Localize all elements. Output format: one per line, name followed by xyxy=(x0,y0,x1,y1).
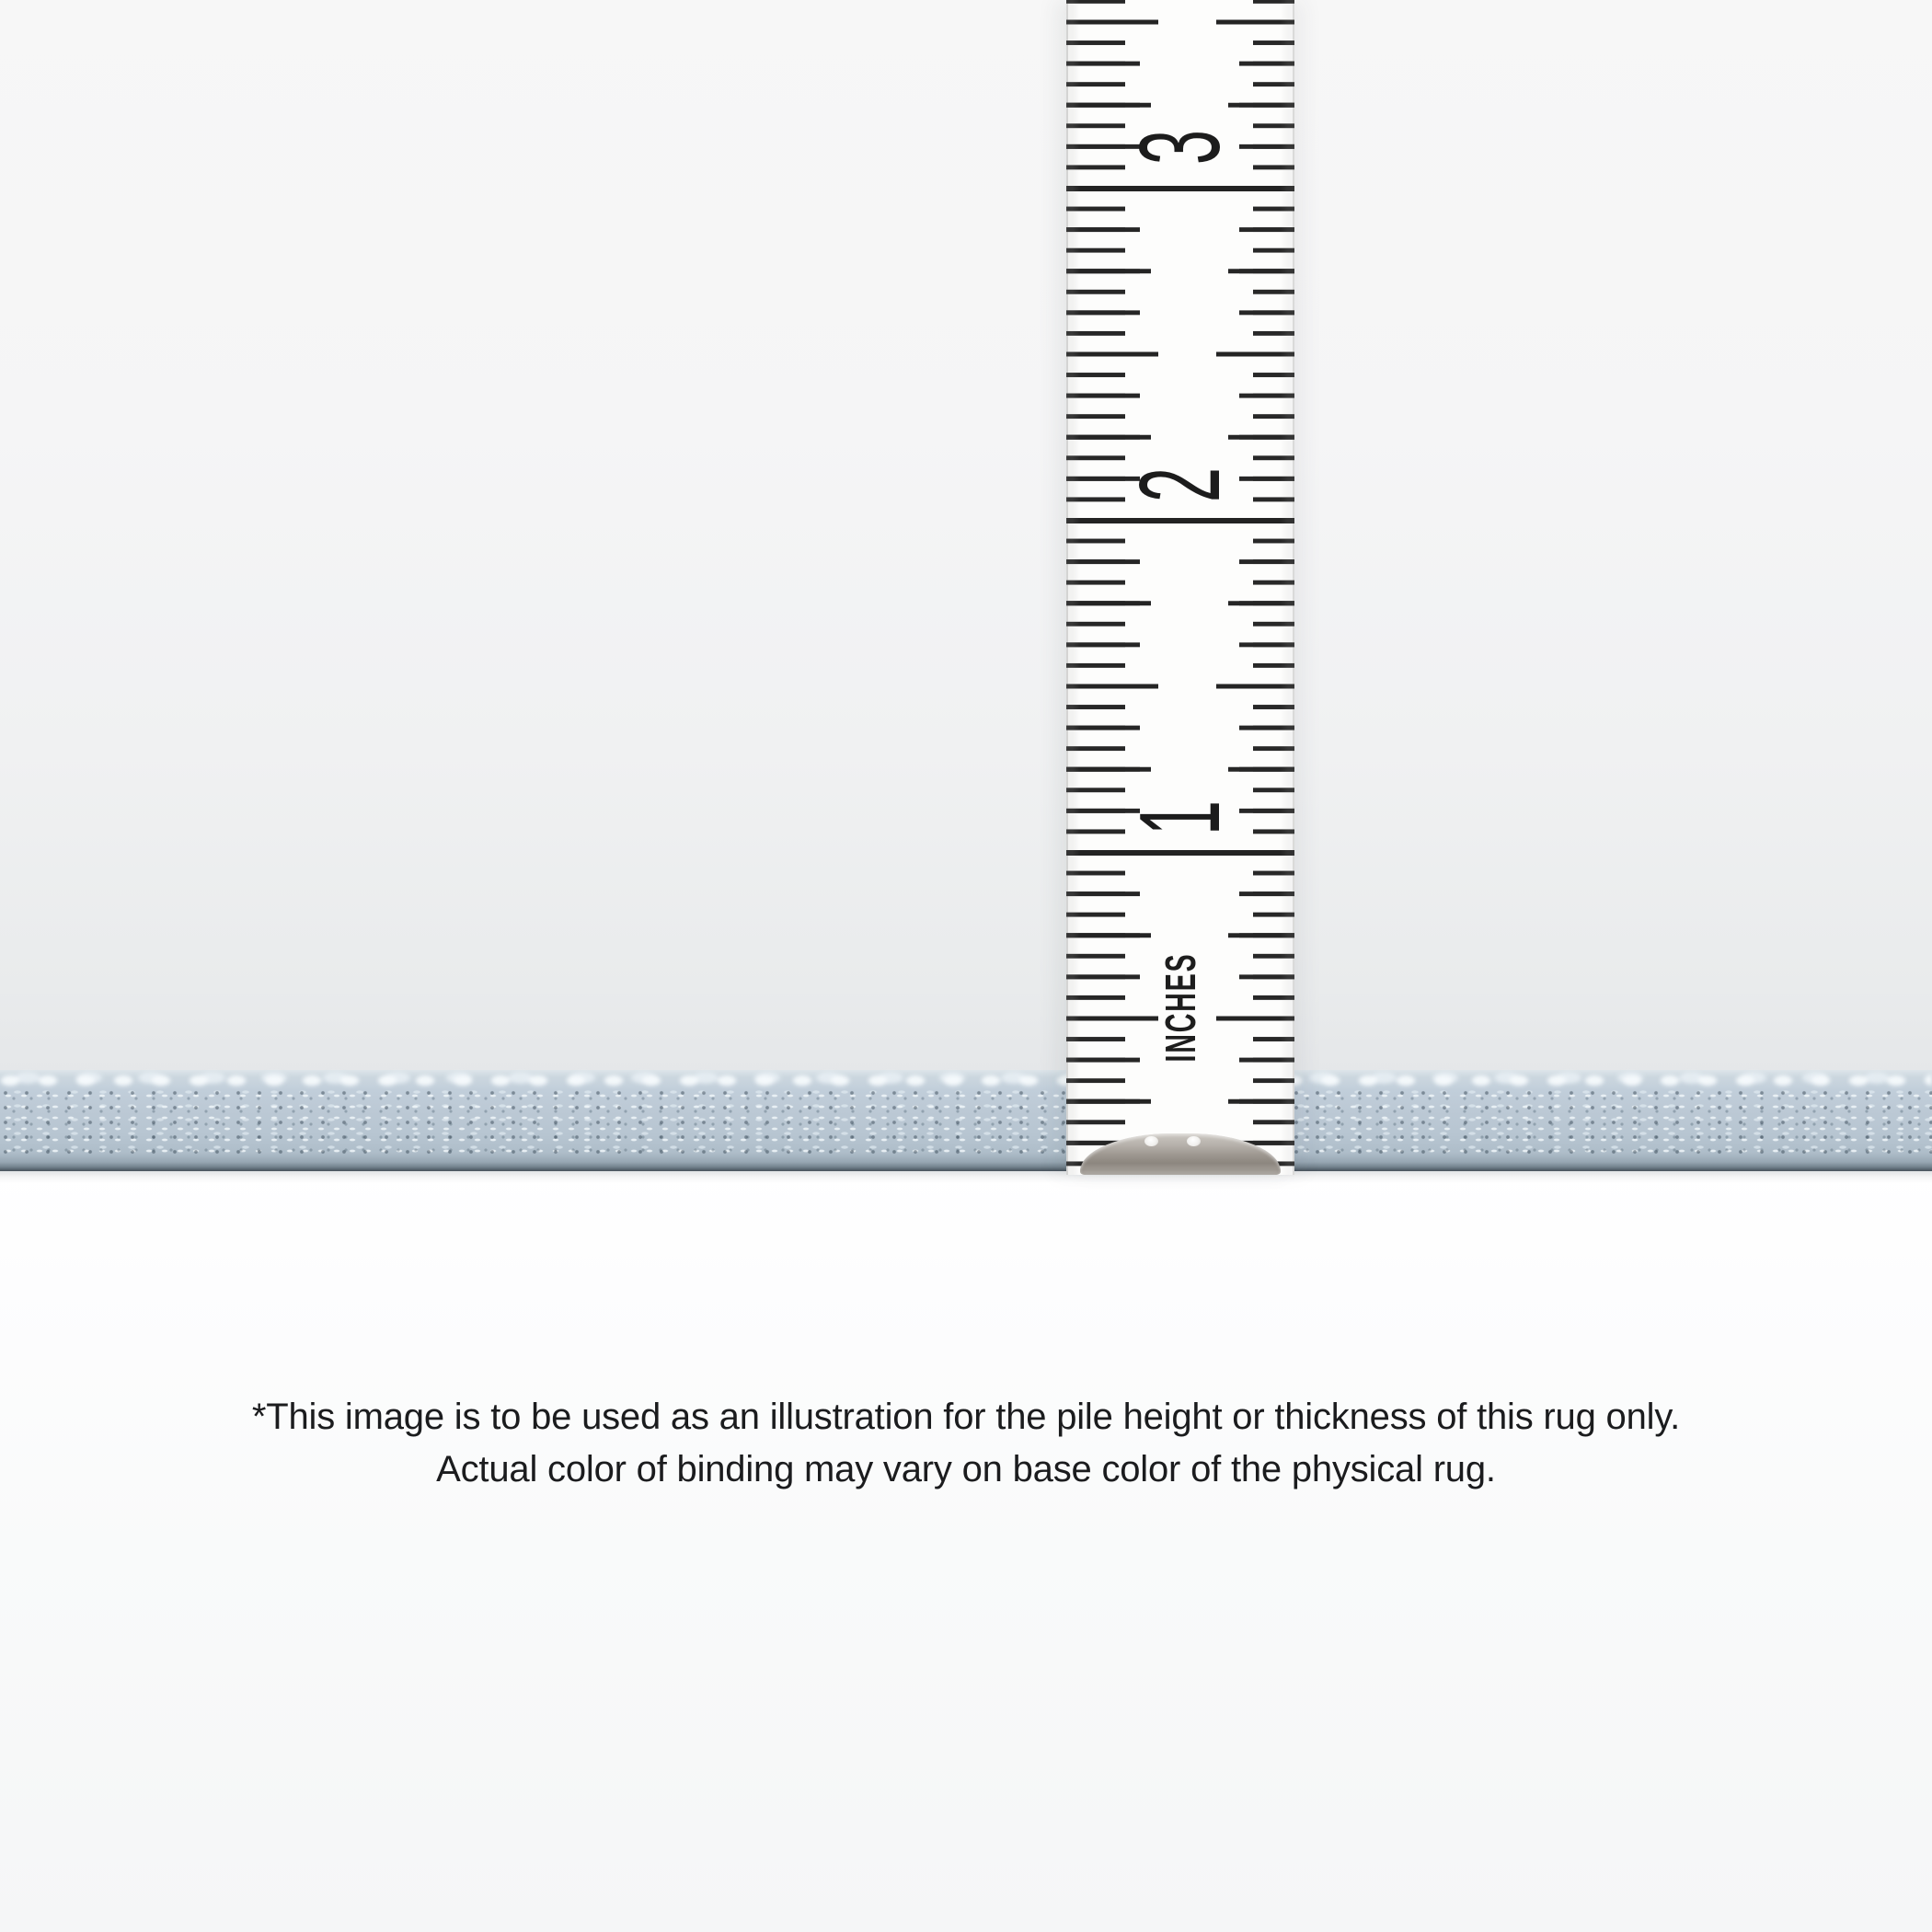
ruler-inch-label-3: 3 xyxy=(1117,130,1244,165)
rug-pile-texture xyxy=(0,1088,1932,1158)
metal-tip-rivet-highlight xyxy=(1187,1136,1201,1146)
disclaimer-line-1: *This image is to be used as an illustration for the pile height or thickness of this rug only. xyxy=(251,1397,1681,1437)
ruler xyxy=(1066,0,1294,1175)
disclaimer-line-2: Actual color of binding may vary on base color of the physical rug. xyxy=(436,1449,1496,1489)
metal-tip-rivet-highlight xyxy=(1144,1136,1158,1146)
rug-top-fuzz xyxy=(0,1063,1932,1090)
rug-cross-section xyxy=(0,1070,1932,1171)
floor-background xyxy=(0,1168,1932,1932)
ruler-inch-label-2: 2 xyxy=(1117,467,1244,502)
ruler-inch-label-1: 1 xyxy=(1117,800,1244,835)
disclaimer-text xyxy=(0,1391,1932,1496)
ruler-unit-label: INCHES xyxy=(1156,952,1204,1063)
rug-floor-shadow xyxy=(0,1170,1932,1183)
